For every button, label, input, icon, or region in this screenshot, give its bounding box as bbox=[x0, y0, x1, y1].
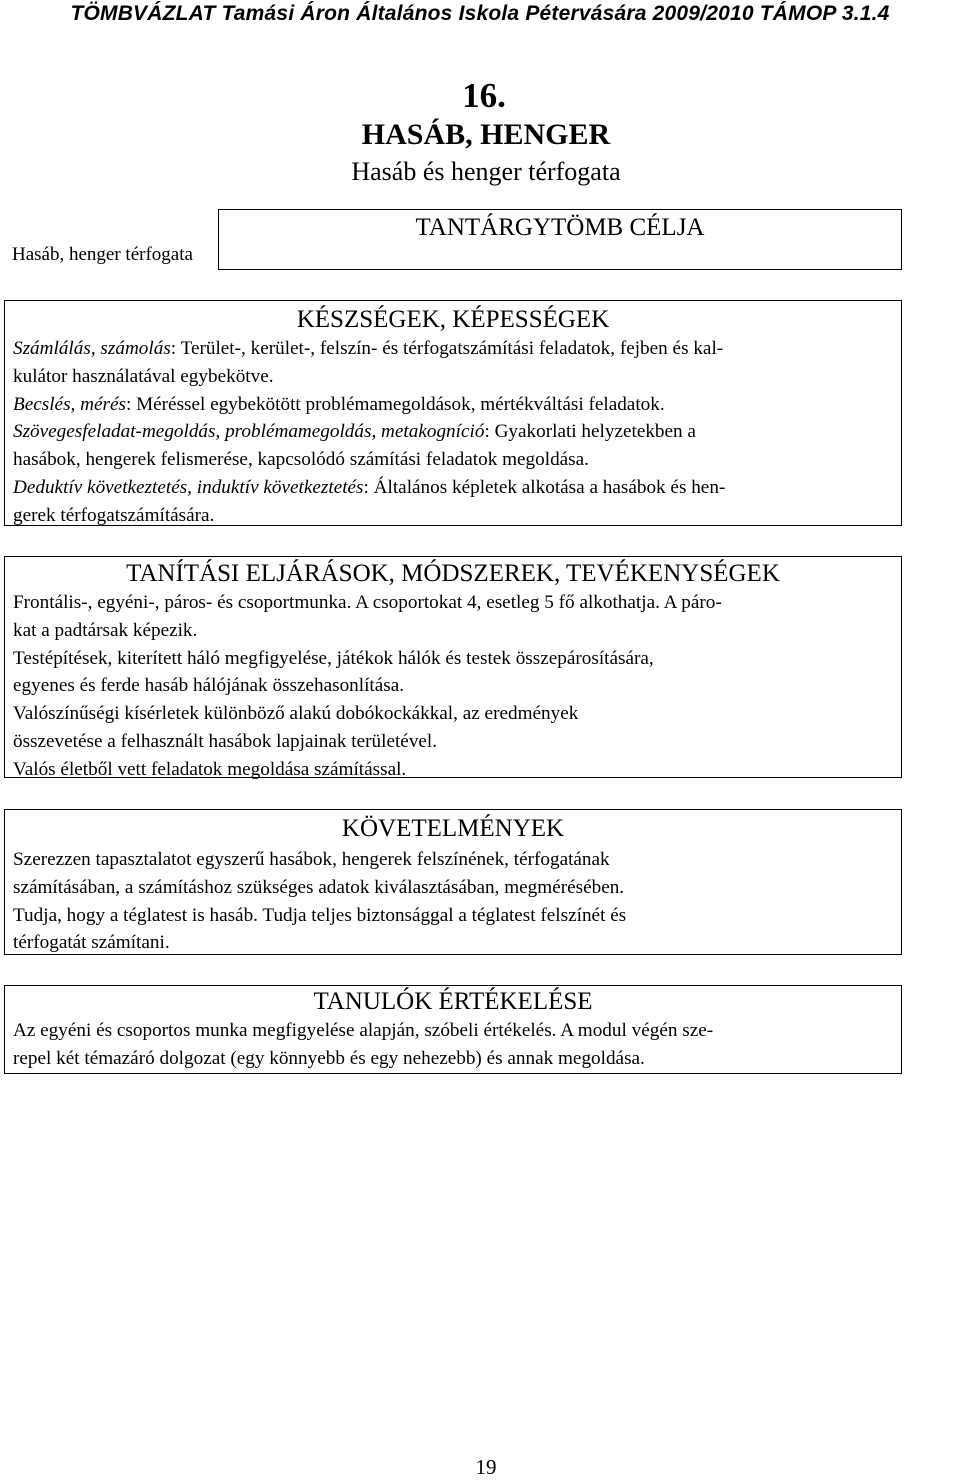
document-header: TÖMBVÁZLAT Tamási Áron Általános Iskola Pétervására 2009/2010 TÁMOP 3.1.4 bbox=[70, 2, 890, 25]
evaluation-line: repel két témazáró dolgozat (egy könnyebb és egy nehezebb) és annak megoldása. bbox=[13, 1047, 645, 1069]
methods-line: Frontális-, egyéni-, páros- és csoportmunka. A csoportokat 4, esetleg 5 fő alkothatja. A páro- bbox=[13, 592, 722, 613]
evaluation-title: TANULÓK ÉRTÉKELÉSE bbox=[313, 988, 593, 1015]
methods-line: Valós életből vett feladatok megoldása számítással. bbox=[13, 758, 407, 780]
module-number: 16. bbox=[462, 76, 506, 115]
methods-body bbox=[5, 589, 901, 784]
skills-text: kulátor használatával egybekötve. bbox=[13, 365, 274, 387]
goal-title: TANTÁRGYTÖMB CÉLJA bbox=[415, 214, 705, 241]
skills-box bbox=[4, 300, 902, 526]
skills-line bbox=[13, 446, 893, 474]
methods-line: összevetése a felhasznált hasábok lapjainak területével. bbox=[13, 730, 438, 752]
methods-box bbox=[4, 556, 902, 778]
requirements-line: térfogatát számítani. bbox=[13, 932, 170, 954]
skills-text: : Általános képletek alkotása a hasábok és hen- bbox=[363, 476, 726, 498]
evaluation-box bbox=[4, 985, 902, 1074]
methods-title: TANÍTÁSI ELJÁRÁSOK, MÓDSZEREK, TEVÉKENYSÉGEK bbox=[126, 560, 780, 587]
skills-text: : Terület-, kerület-, felszín- és térfogatszámítási feladatok, fejben és kal- bbox=[170, 338, 724, 359]
requirements-line: Tudja, hogy a téglatest is hasáb. Tudja teljes biztonsággal a téglatest felszínét és bbox=[13, 904, 627, 926]
module-title: HASÁB, HENGER bbox=[361, 118, 611, 151]
skills-text: : Méréssel egybekötött problémamegoldások, mértékváltási feladatok. bbox=[125, 393, 665, 415]
requirements-body bbox=[5, 846, 901, 957]
skills-title: KÉSZSÉGEK, KÉPESSÉGEK bbox=[296, 306, 610, 333]
methods-line: Testépítések, kiterített háló megfigyelése, játékok hálók és testek összepárosítására, bbox=[13, 647, 654, 669]
skills-line bbox=[13, 391, 893, 419]
skills-line bbox=[13, 335, 893, 363]
methods-line: kat a padtársak képezik. bbox=[13, 619, 198, 641]
skills-line bbox=[13, 418, 893, 446]
requirements-title: KÖVETELMÉNYEK bbox=[341, 815, 565, 842]
evaluation-line: Az egyéni és csoportos munka megfigyelése alapján, szóbeli értékelés. A modul végén sze- bbox=[13, 1020, 714, 1041]
page-number: 19 bbox=[475, 1455, 497, 1479]
skills-line bbox=[13, 502, 893, 530]
skills-line bbox=[13, 363, 893, 391]
skills-lead: Számlálás, számolás bbox=[13, 338, 171, 359]
requirements-line: Szerezzen tapasztalatot egyszerű hasábok, hengerek felszínének, térfogatának bbox=[13, 849, 610, 870]
skills-text: : Gyakorlati helyzetekben a bbox=[484, 421, 696, 443]
skills-line bbox=[13, 474, 893, 502]
skills-lead: Deduktív következtetés, induktív következtetés bbox=[13, 476, 364, 498]
goal-box bbox=[218, 209, 902, 270]
skills-text: gerek térfogatszámítására. bbox=[13, 504, 215, 526]
module-subtitle: Hasáb és henger térfogata bbox=[351, 157, 621, 186]
skills-body bbox=[5, 335, 901, 530]
methods-line: egyenes és ferde hasáb hálójának összehasonlítása. bbox=[13, 675, 405, 697]
requirements-line: számításában, a számításhoz szükséges adatok kiválasztásában, megmérésében. bbox=[13, 876, 625, 898]
methods-line: Valószínűségi kísérletek különböző alakú dobókockákkal, az eredmények bbox=[13, 703, 579, 725]
requirements-box bbox=[4, 809, 902, 955]
evaluation-body bbox=[5, 1017, 901, 1073]
skills-lead: Becslés, mérés bbox=[13, 393, 126, 415]
skills-lead: Szövegesfeladat-megoldás, problémamegoldás, metakogníció bbox=[13, 421, 485, 443]
skills-text: hasábok, hengerek felismerése, kapcsolódó számítási feladatok megoldása. bbox=[13, 449, 589, 471]
topic-side-label: Hasáb, henger térfogata bbox=[12, 244, 193, 265]
